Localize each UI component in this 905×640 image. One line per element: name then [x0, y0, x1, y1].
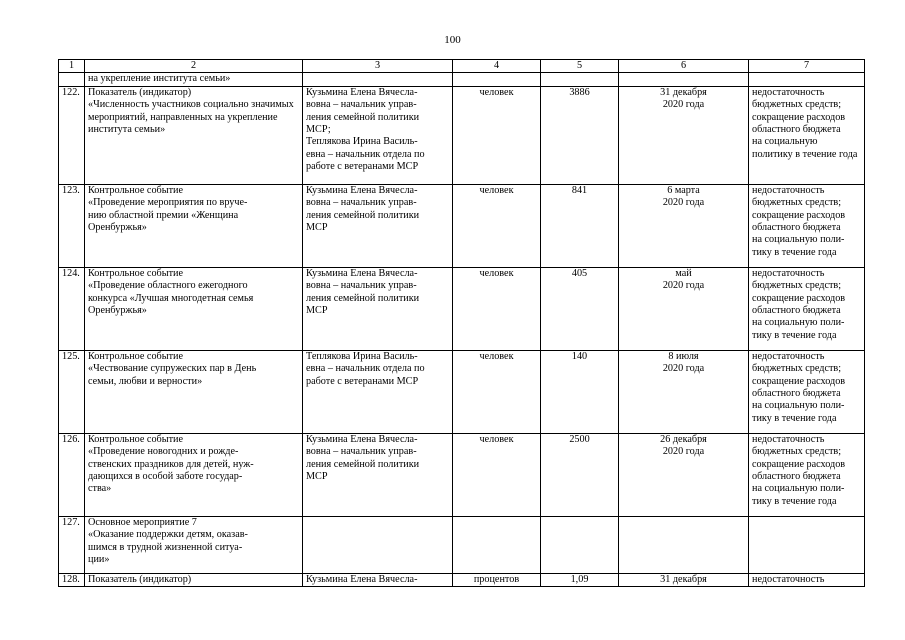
deadline: май 2020 года — [619, 267, 749, 350]
table-row — [59, 86, 865, 184]
unit-of-measure: человек — [453, 433, 541, 516]
risk-cell — [749, 73, 865, 86]
deadline: 6 марта 2020 года — [619, 184, 749, 267]
target-value — [541, 516, 619, 573]
deadline: 31 декабря — [619, 573, 749, 586]
target-value: 405 — [541, 267, 619, 350]
target-value: 140 — [541, 350, 619, 433]
measure-name: Показатель (индикатор) — [85, 573, 303, 586]
row-number: 125. — [59, 350, 85, 433]
measure-name: Контрольное событие «Чествование супружеских пар в День семьи, любви и верности» — [85, 350, 303, 433]
column-number-row — [59, 60, 865, 73]
row-number: 123. — [59, 184, 85, 267]
column-header-7: 7 — [749, 60, 865, 73]
risk-factors: недостаточность бюджетных средств; сокращение расходов областного бюджета на социальную политику в течение года — [749, 86, 865, 184]
risk-factors — [749, 516, 865, 573]
risk-factors: недостаточность бюджетных средств; сокращение расходов областного бюджета на социальную поли- тику в течение года — [749, 350, 865, 433]
responsible-person — [303, 516, 453, 573]
responsible-cell — [303, 73, 453, 86]
row-number: 127. — [59, 516, 85, 573]
value-cell — [541, 73, 619, 86]
target-value: 2500 — [541, 433, 619, 516]
row-number: 126. — [59, 433, 85, 516]
measure-name: Контрольное событие «Проведение мероприятия по вруче- нию областной премии «Женщина Оренбуржья» — [85, 184, 303, 267]
table-row-continuation — [59, 73, 865, 86]
target-value: 841 — [541, 184, 619, 267]
page-number: 100 — [444, 34, 461, 46]
column-header-4: 4 — [453, 60, 541, 73]
row-number: 122. — [59, 86, 85, 184]
table-row — [59, 267, 865, 350]
table-row — [59, 184, 865, 267]
target-value: 1,09 — [541, 573, 619, 586]
risk-factors: недостаточность бюджетных средств; сокращение расходов областного бюджета на социальную поли- тику в течение года — [749, 267, 865, 350]
column-header-6: 6 — [619, 60, 749, 73]
column-header-3: 3 — [303, 60, 453, 73]
responsible-person: Кузьмина Елена Вячесла- — [303, 573, 453, 586]
measure-name: Контрольное событие «Проведение областного ежегодного конкурса «Лучшая многодетная семья Оренбуржья» — [85, 267, 303, 350]
measure-name: Показатель (индикатор) «Численность участников социально значимых мероприятий, направленных на укрепление института семьи» — [85, 86, 303, 184]
target-value: 3886 — [541, 86, 619, 184]
unit-of-measure: человек — [453, 86, 541, 184]
table-row — [59, 516, 865, 573]
measure-name: Контрольное событие «Проведение новогодних и рожде- ственских праздников для детей, нуж- дающихся в особой заботе государ- ства» — [85, 433, 303, 516]
responsible-person: Кузьмина Елена Вячесла- вовна – начальник управ- ления семейной политики МСР — [303, 267, 453, 350]
table-row — [59, 433, 865, 516]
responsible-person: Кузьмина Елена Вячесла- вовна – начальник управ- ления семейной политики МСР; Теплякова Ирина Василь- евна – начальник отдела по работе с ветеранами МСР — [303, 86, 453, 184]
responsible-person: Кузьмина Елена Вячесла- вовна – начальник управ- ления семейной политики МСР — [303, 184, 453, 267]
plan-table — [58, 59, 865, 587]
column-header-2: 2 — [85, 60, 303, 73]
table-row — [59, 573, 865, 586]
unit-of-measure — [453, 516, 541, 573]
date-cell — [619, 73, 749, 86]
unit-of-measure: человек — [453, 267, 541, 350]
continuation-text: на укрепление института семьи» — [85, 73, 303, 86]
measure-name: Основное мероприятие 7 «Оказание поддержки детям, оказав- шимся в трудной жизненной ситуа- ции» — [85, 516, 303, 573]
row-number: 124. — [59, 267, 85, 350]
unit-of-measure: процентов — [453, 573, 541, 586]
risk-factors: недостаточность — [749, 573, 865, 586]
column-header-5: 5 — [541, 60, 619, 73]
row-number: 128. — [59, 573, 85, 586]
column-header-1: 1 — [59, 60, 85, 73]
responsible-person: Кузьмина Елена Вячесла- вовна – начальник управ- ления семейной политики МСР — [303, 433, 453, 516]
deadline: 8 июля 2020 года — [619, 350, 749, 433]
deadline: 26 декабря 2020 года — [619, 433, 749, 516]
responsible-person: Теплякова Ирина Василь- евна – начальник отдела по работе с ветеранами МСР — [303, 350, 453, 433]
risk-factors: недостаточность бюджетных средств; сокращение расходов областного бюджета на социальную поли- тику в течение года — [749, 433, 865, 516]
risk-factors: недостаточность бюджетных средств; сокращение расходов областного бюджета на социальную поли- тику в течение года — [749, 184, 865, 267]
unit-of-measure: человек — [453, 350, 541, 433]
table-row — [59, 350, 865, 433]
row-number-cell — [59, 73, 85, 86]
deadline: 31 декабря 2020 года — [619, 86, 749, 184]
deadline — [619, 516, 749, 573]
unit-of-measure: человек — [453, 184, 541, 267]
unit-cell — [453, 73, 541, 86]
